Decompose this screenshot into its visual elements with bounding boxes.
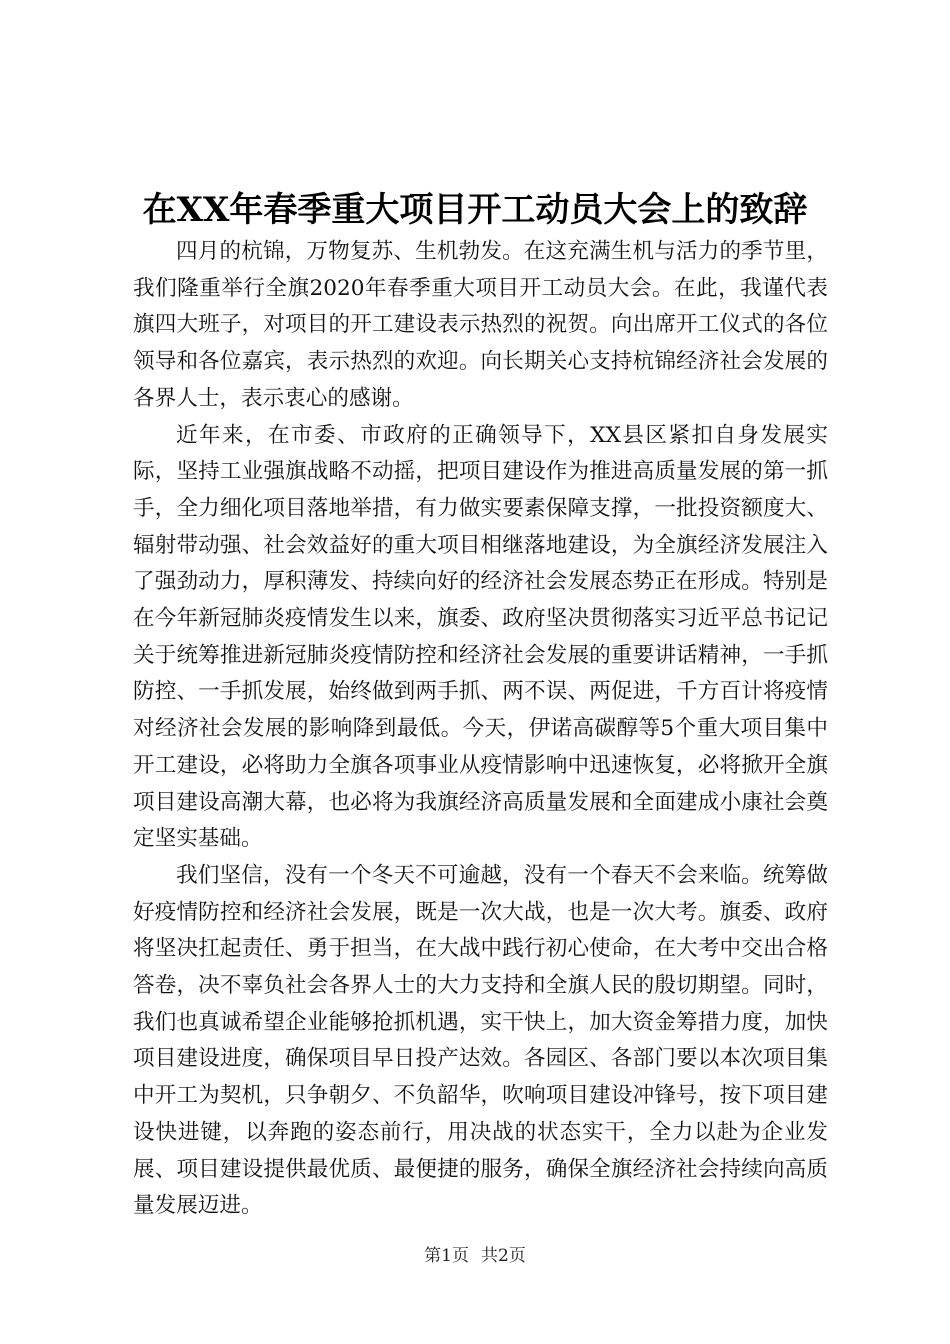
- page-number: 第1页: [424, 1246, 469, 1266]
- paragraph-2: 近年来，在市委、市政府的正确领导下，XX县区紧扣自身发展实际，坚持工业强旗战略不动摇，把项目建设作为推进高质量发展的第一抓手，全力细化项目落地举措，有力做实要素保障支撑，一批投资额度大、辐射带动强、社会效益好的重大项目相继落地建设，为全旗经济发展注入了强劲动力，厚积薄发、持续向好的经济社会发展态势正在形成。特别是在今年新冠肺炎疫情发生以来，旗委、政府坚决贯彻落实习近平总书记记关于统筹推进新冠肺炎疫情防控和经济社会发展的重要讲话精神，一手抓防控、一手抓发展，始终做到两手抓、两不误、两促进，千方百计将疫情对经济社会发展的影响降到最低。今天，伊诺高碳醇等5个重大项目集中开工建设，必将助力全旗各项事业从疫情影响中迅速恢复，必将掀开全旗项目建设高潮大幕，也必将为我旗经济高质量发展和全面建成小康社会奠定坚实基础。: [133, 422, 828, 852]
- page-total: 共2页: [481, 1246, 526, 1266]
- paragraph-3: 我们坚信，没有一个冬天不可逾越，没有一个春天不会来临。统筹做好疫情防控和经济社会发展，既是一次大战，也是一次大考。旗委、政府将坚决扛起责任、勇于担当，在大战中践行初心使命，在大考中交出合格答卷，决不辜负社会各界人士的大力支持和全旗人民的殷切期望。同时，我们也真诚希望企业能够抢抓机遇，实干快上，加大资金筹措力度，加快项目建设进度，确保项目早日投产达效。各园区、各部门要以本次项目集中开工为契机，只争朝夕、不负韶华，吹响项目建设冲锋号，按下项目建设快进键，以奔跑的姿态前行，用决战的状态实干，全力以赴为企业发展、项目建设提供最优质、最便捷的服务，确保全旗经济社会持续向高质量发展迈进。: [133, 862, 828, 1219]
- document-title: 在XX年春季重大项目开工动员大会上的致辞: [142, 190, 808, 230]
- paragraph-1: 四月的杭锦，万物复苏、生机勃发。在这充满生机与活力的季节里，我们隆重举行全旗2020年春季重大项目开工动员大会。在此，我谨代表旗四大班子，对项目的开工建设表示热烈的祝贺。向出席开工仪式的各位领导和各位嘉宾，表示热烈的欢迎。向长期关心支持杭锦经济社会发展的各界人士，表示衷心的感谢。: [133, 239, 828, 411]
- page-footer: [0, 1244, 950, 1268]
- document-body: [133, 234, 828, 1225]
